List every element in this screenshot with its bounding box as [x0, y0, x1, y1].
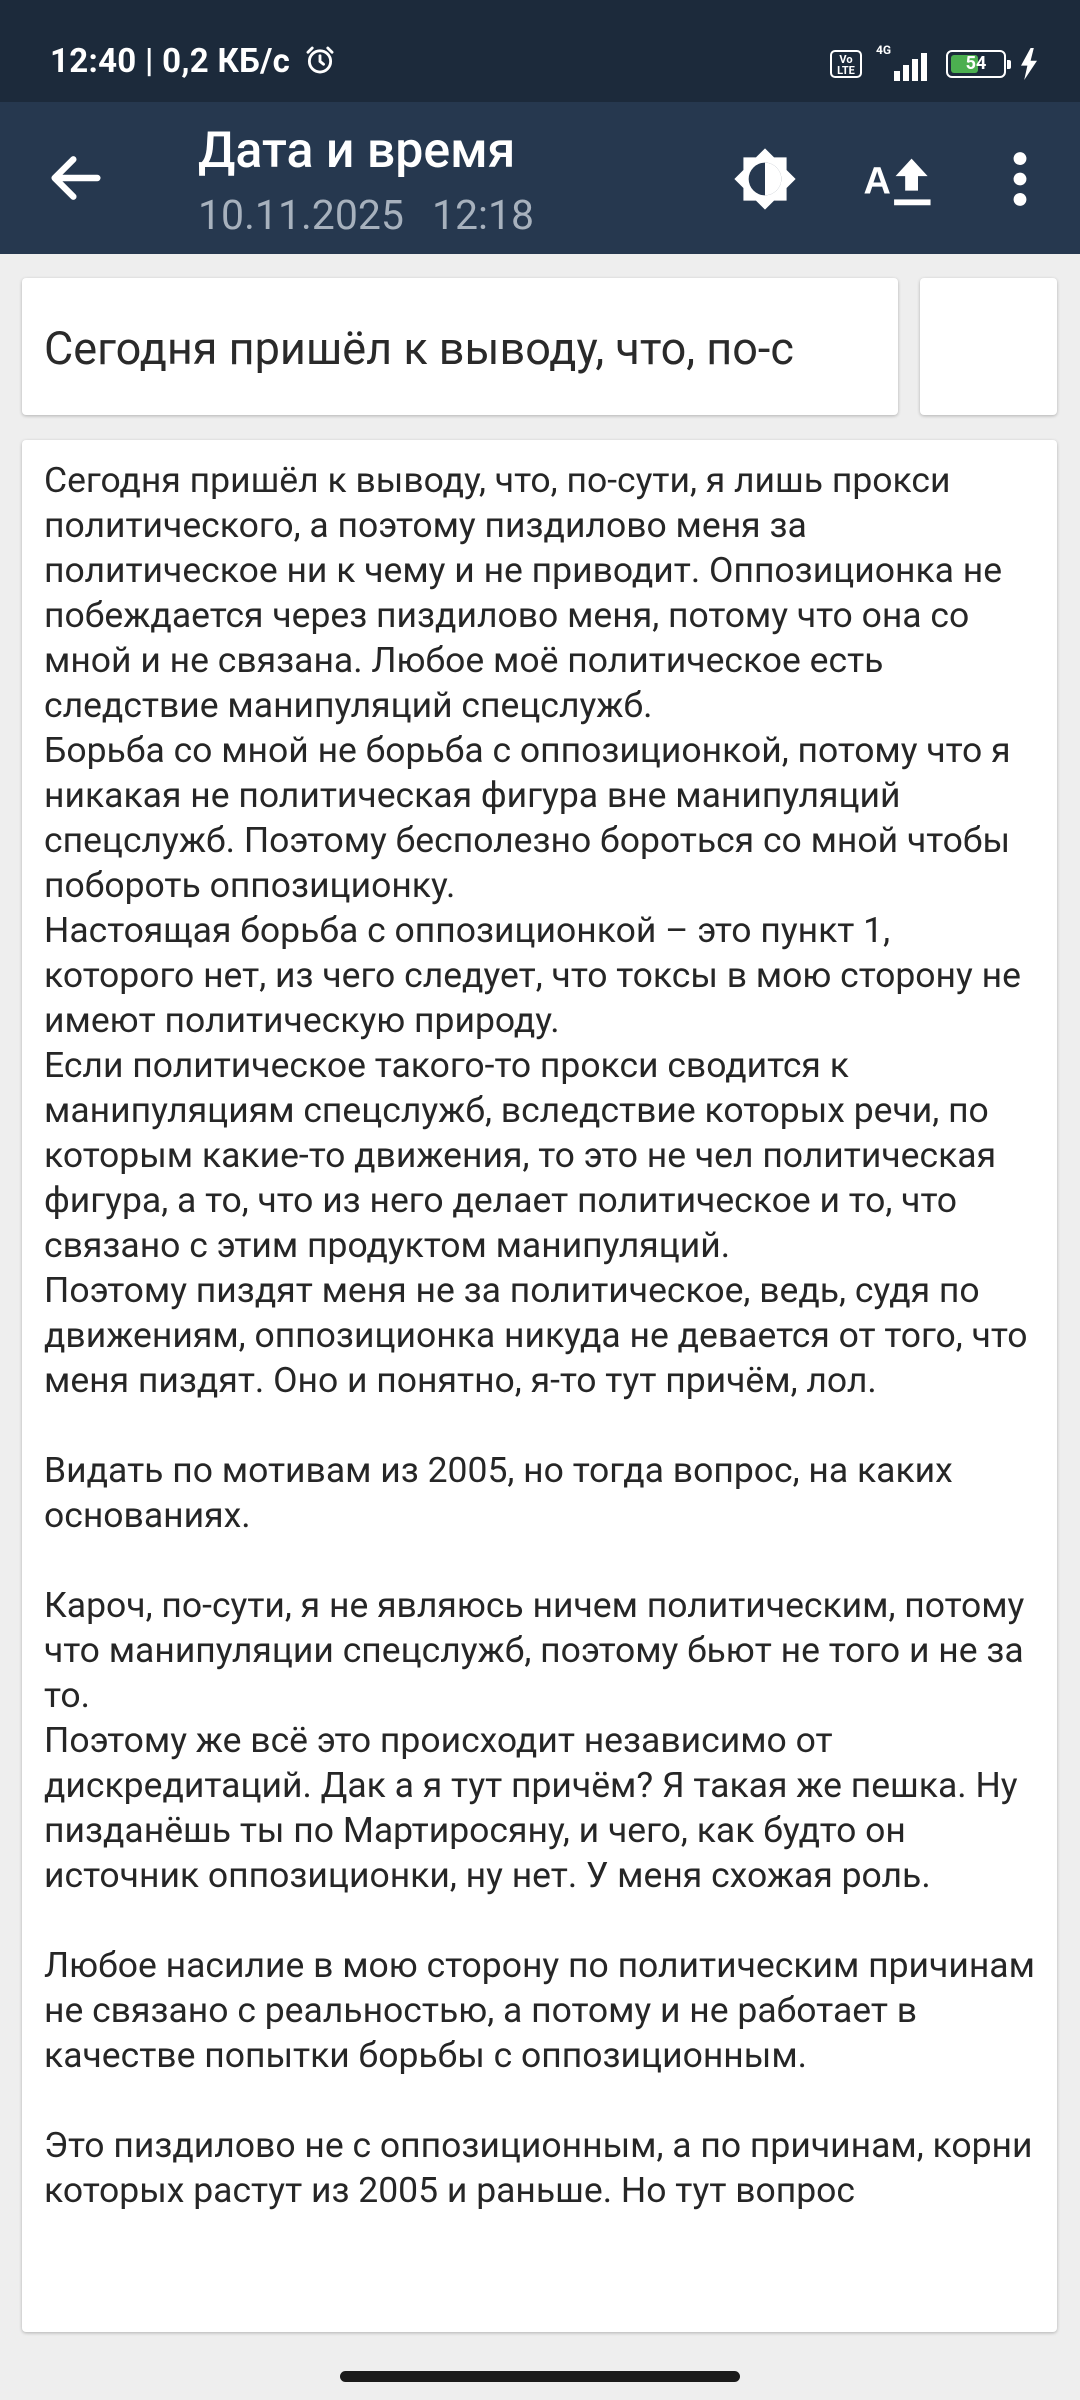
text-size-icon[interactable]	[862, 144, 932, 214]
note-body-text: Сегодня пришёл к выводу, что, по-сути, я лишь прокси политического, а поэтому пиздилово меня за политическое ни к чему и не приводит. Оппозиционка не побеждается через пиздилово меня, потому что она со мной и не связана. Любое моё политическое есть следствие манипуляций спецслужб. Борьба со мной не борьба с оппозиционкой, потому что я никакая не политическая фигура вне манипуляций спецслужб. Поэтому бесполезно бороться со мной чтобы побороть оппозиционку. Настоящая борьба с оппозиционкой – это пункт 1, которого нет, из чего следует, что токсы в мою сторону не имеют политическую природу. Если политическое такого-то прокси сводится к манипуляциям спецслужб, вследствие которых речи, по которым какие-то движения, то это не чел политическая фигура, а то, что из него делает политическое и то, что связано с этим продуктом манипуляций. Поэтому пиздят меня не за политическое, ведь, судя по движениям, оппозиционка никуда не девается от того, что меня пиздят. Оно и понятно, я-то тут причём, лол. Видать по мотивам из 2005, но тогда вопрос, на каких основаниях. Кароч, по-сути, я не являюсь ничем политическим, потому что манипуляции спецслужб, поэтому бьют не того и не за то. Поэтому же всё это происходит независимо от дискредитаций. Дак а я тут причём? Я такая же пешка. Ну пизданёшь ты по Мартиросяну, и чего, как будто он источник оппозиционки, ну нет. У меня схожая роль. Любое насилие в мою сторону по политическим причинам не связано с реальностью, а потому и не работает в качестве попытки борьбы с оппозиционным. Это пиздилово не с оппозиционным, а по причинам, корни которых растут из 2005 и раньше. Но тут вопрос	[44, 459, 1035, 2211]
time-value: 12:18	[431, 192, 535, 240]
brightness-icon[interactable]	[730, 144, 800, 214]
page-title: Дата и время	[198, 122, 516, 180]
back-arrow-icon[interactable]	[44, 146, 108, 210]
side-button[interactable]	[920, 278, 1057, 415]
volte-icon: Vo LTE	[830, 50, 862, 78]
charging-icon	[1018, 48, 1040, 80]
note-body-field[interactable]	[22, 440, 1057, 2332]
date-time-subtitle[interactable]	[198, 192, 534, 240]
more-vert-icon[interactable]	[985, 144, 1055, 214]
note-title-field[interactable]	[22, 278, 898, 415]
status-bar	[0, 0, 1080, 102]
battery-level: 54	[965, 53, 987, 74]
gesture-nav-bar[interactable]	[340, 2371, 740, 2382]
date-value: 10.11.2025	[198, 192, 404, 240]
app-bar	[0, 102, 1080, 254]
status-icons	[830, 44, 1040, 84]
signal-icon	[874, 43, 934, 81]
status-time: 12:40 | 0,2 КБ/с	[50, 42, 337, 81]
network-type: 4G	[876, 43, 892, 57]
note-title-text: Сегодня пришёл к выводу, что, по-с	[44, 322, 794, 375]
svg-text:A: A	[863, 160, 891, 203]
alarm-icon	[303, 43, 337, 77]
battery-icon	[946, 50, 1006, 78]
